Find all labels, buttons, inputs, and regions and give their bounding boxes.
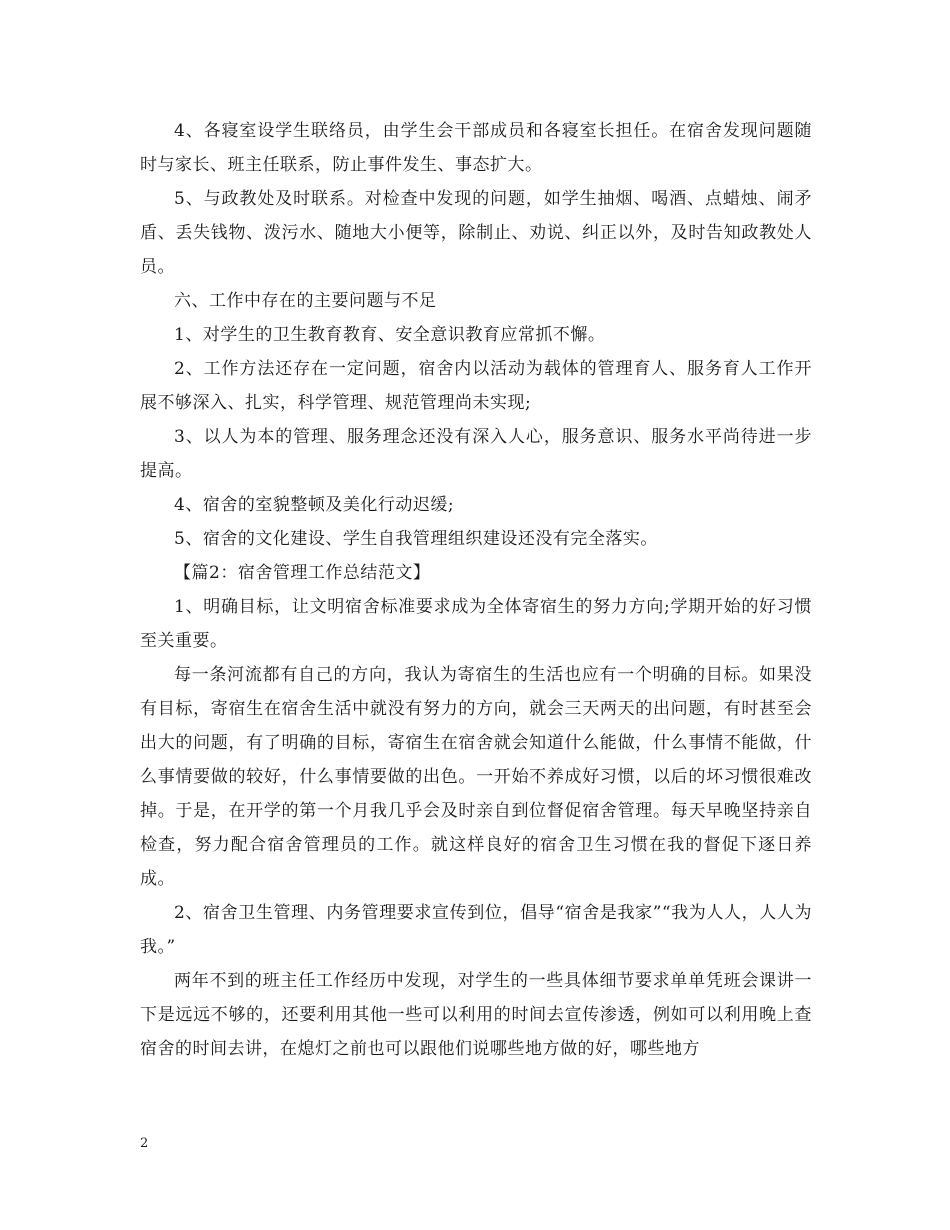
paragraph-goal-1: 1、明确目标，让文明宿舍标准要求成为全体寄宿生的努力方向;学期开始的好习惯至关重要。 <box>140 597 812 651</box>
paragraph-problem-4: 4、宿舍的室貌整顿及美化行动迟缓; <box>174 495 455 515</box>
paragraph-problem-2: 2、工作方法还存在一定问题，宿舍内以活动为载体的管理育人、服务育人工作开展不够深入、扎实，科学管理、规范管理尚未实现; <box>140 359 812 413</box>
paragraph-problem-3: 3、以人为本的管理、服务理念还没有深入人心，服务意识、服务水平尚待进一步提高。 <box>140 427 812 481</box>
paragraph-teacher-experience: 两年不到的班主任工作经历中发现，对学生的一些具体细节要求单单凭班会课讲一下是远远不够的，还要利用其他一些可以利用的时间去宣传渗透，例如可以利用晚上查宿舍的时间去讲，在熄灯之前也可以跟他们说哪些地方做的好，哪些地方 <box>140 971 812 1059</box>
section-heading-problems: 六、工作中存在的主要问题与不足 <box>174 291 437 311</box>
paragraph-river-direction: 每一条河流都有自己的方向，我认为寄宿生的生活也应有一个明确的目标。如果没有目标，寄宿生在宿舍生活中就没有努力的方向，就会三天两天的出问题，有时甚至会出大的问题，有了明确的目标，寄宿生在宿舍就会知道什么能做，什么事情不能做，什么事情要做的较好，什么事情要做的出色。一开始不养成好习惯，以后的坏习惯很难改掉。于是，在开学的第一个月我几乎会及时亲自到位督促宿舍管理。每天早晚坚持亲自检查，努力配合宿舍管理员的工作。就这样良好的宿舍卫生习惯在我的督促下逐日养成。 <box>140 665 812 889</box>
page-number: 2 <box>140 1136 149 1151</box>
paragraph-problem-1: 1、对学生的卫生教育教育、安全意识教育应常抓不懈。 <box>174 325 606 345</box>
paragraph-hygiene-2: 2、宿舍卫生管理、内务管理要求宣传到位，倡导“宿舍是我家”“我为人人，人人为我。” <box>140 903 812 957</box>
article-heading-part2: 【篇2：宿舍管理工作总结范文】 <box>174 563 431 583</box>
document-body <box>140 114 812 1066</box>
paragraph-item-5-contact: 5、与政教处及时联系。对检查中发现的问题，如学生抽烟、喝酒、点蜡烛、闹矛盾、丢失钱物、泼污水、随地大小便等，除制止、劝说、纠正以外，及时告知政教处人员。 <box>140 189 812 277</box>
paragraph-problem-5: 5、宿舍的文化建设、学生自我管理组织建设还没有完全落实。 <box>174 529 658 549</box>
paragraph-item-4-liaison: 4、各寝室设学生联络员，由学生会干部成员和各寝室长担任。在宿舍发现问题随时与家长、班主任联系，防止事件发生、事态扩大。 <box>140 121 812 175</box>
